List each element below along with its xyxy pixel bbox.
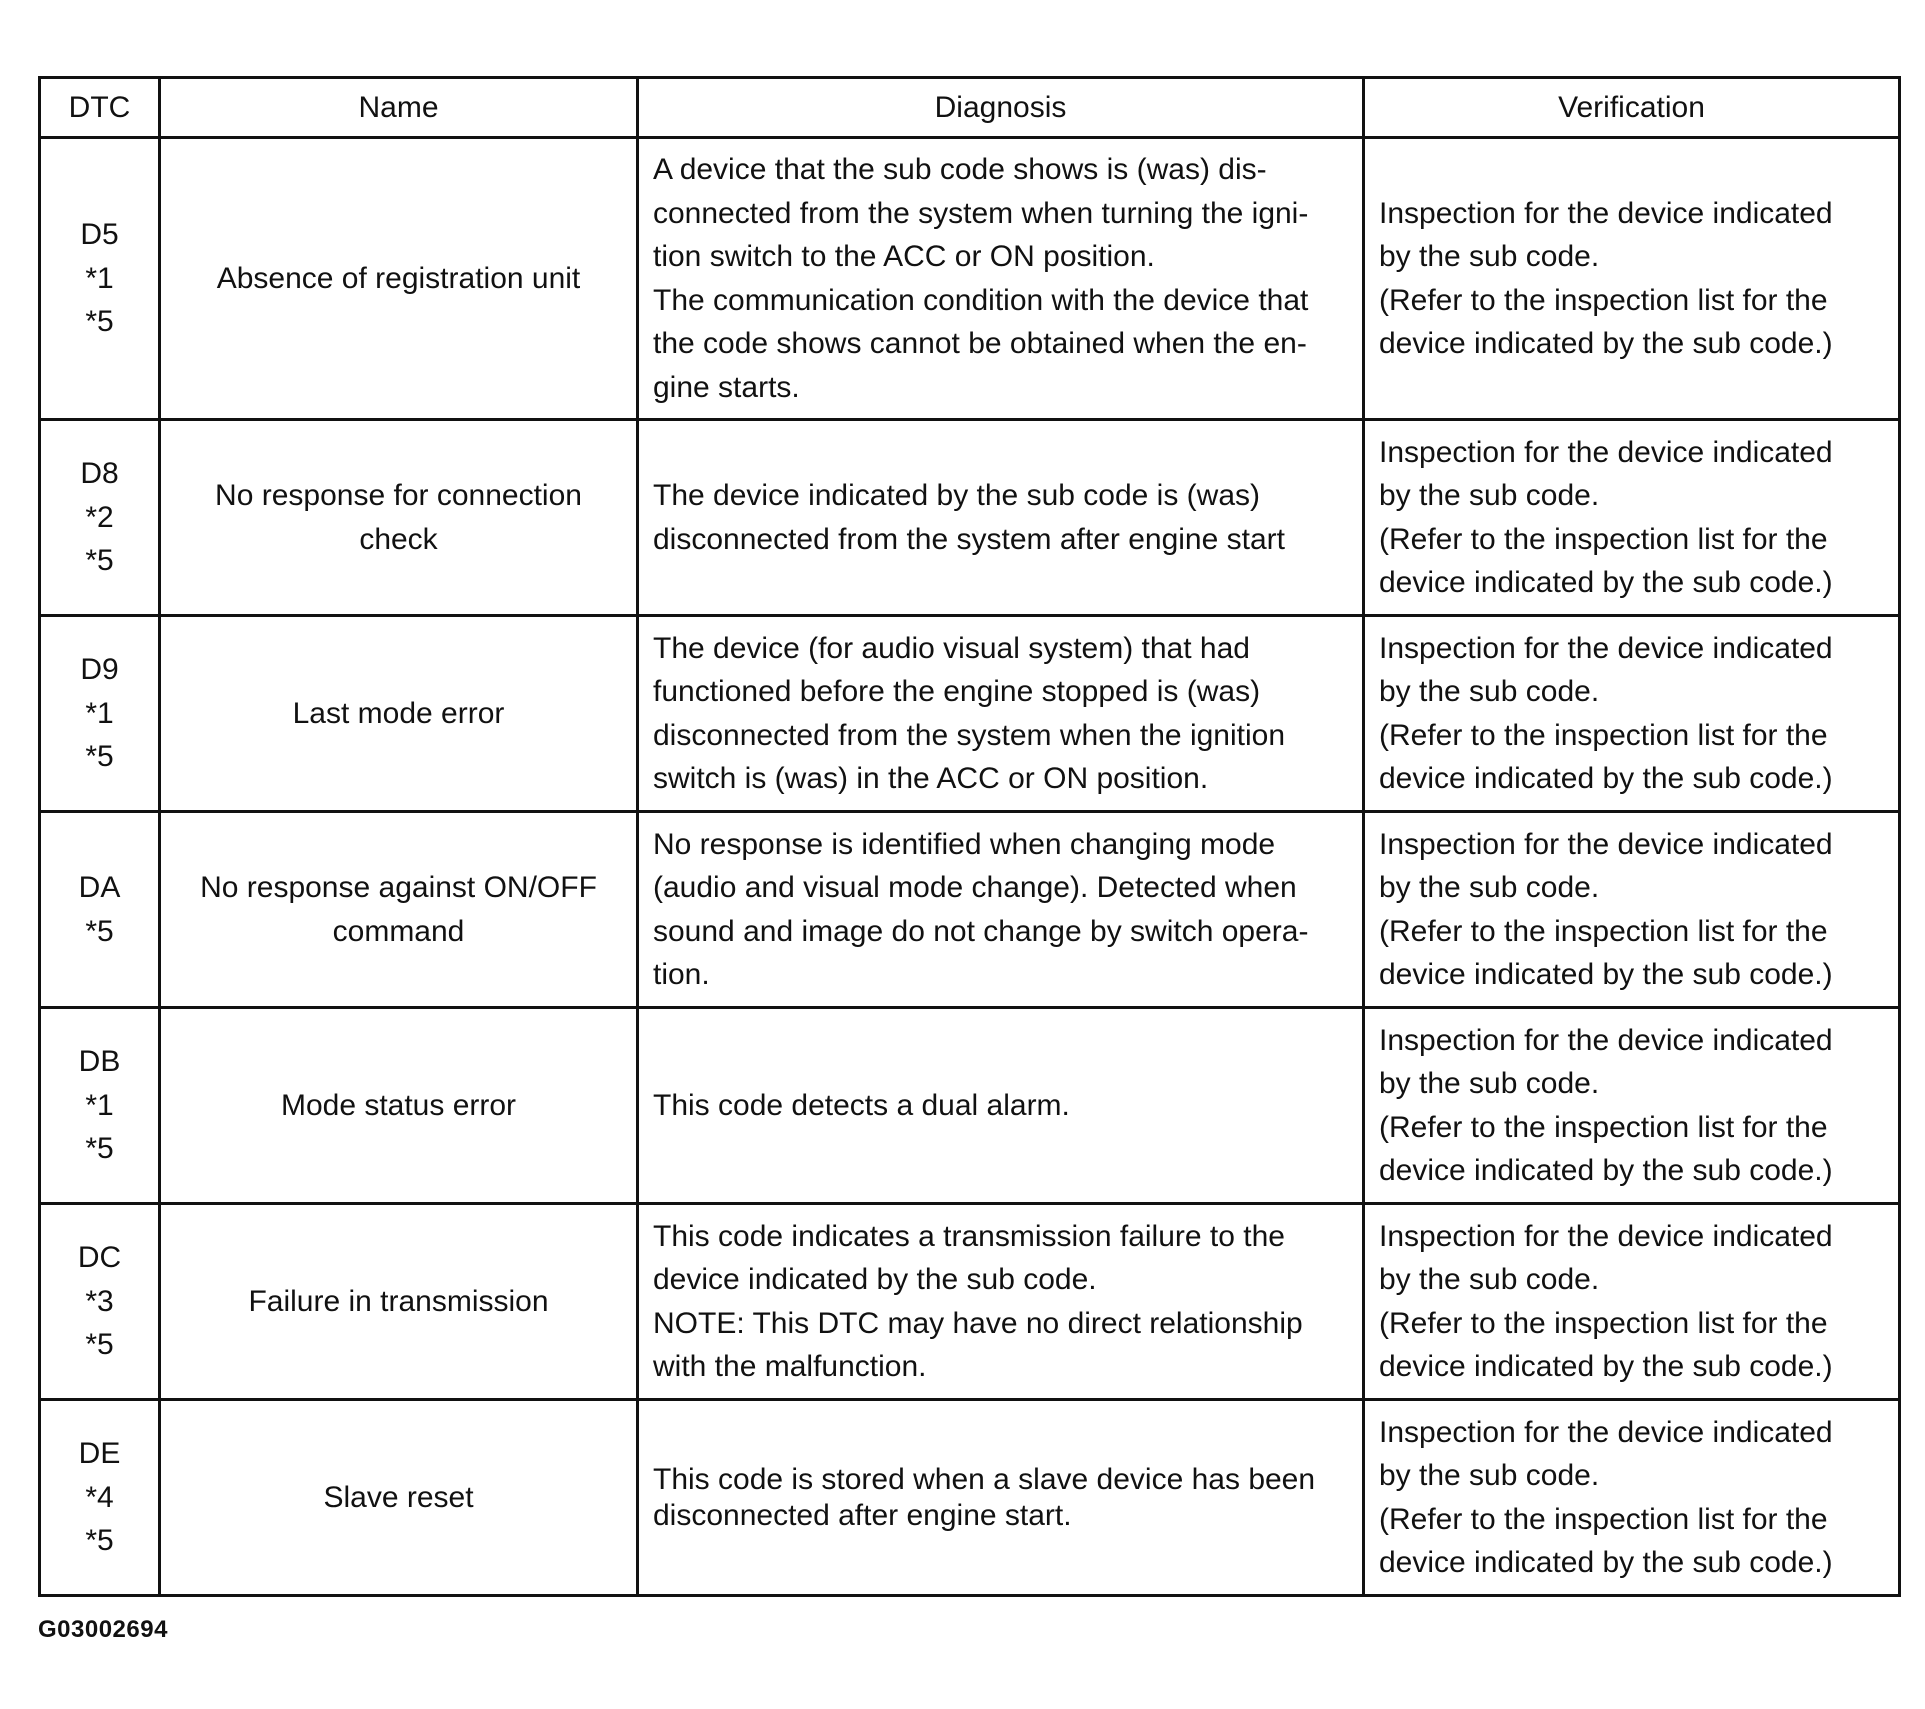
table-row <box>40 1204 1900 1400</box>
diagnosis-line: with the malfunction. <box>653 1350 927 1383</box>
verification-line: Inspection for the device indicated <box>1379 1415 1833 1449</box>
verification-line: Inspection for the device indicated <box>1379 631 1833 665</box>
dtc-code-cell <box>40 1400 160 1596</box>
verification-line: by the sub code. <box>1379 240 1600 273</box>
dtc-note-ref: *5 <box>85 1524 114 1558</box>
header-diagnosis: Diagnosis <box>638 78 1364 138</box>
dtc-name-cell <box>160 616 638 812</box>
diagnosis-line: This code is stored when a slave device has been <box>653 1462 1316 1496</box>
dtc-name: Failure in transmission <box>248 1284 549 1318</box>
figure-id: G03002694 <box>38 1616 168 1643</box>
dtc-note-ref: *1 <box>85 261 114 295</box>
dtc-code: DE <box>78 1437 121 1471</box>
dtc-name: command <box>332 914 465 948</box>
diagnosis-line: device indicated by the sub code. <box>653 1263 1097 1296</box>
verification-line: device indicated by the sub code.) <box>1379 958 1833 991</box>
dtc-verification-cell <box>1364 616 1900 812</box>
verification-line: by the sub code. <box>1379 1459 1600 1492</box>
dtc-code-cell <box>40 812 160 1008</box>
header-name: Name <box>160 78 638 138</box>
dtc-code-cell <box>40 420 160 616</box>
verification-line: by the sub code. <box>1379 1263 1600 1296</box>
diagnosis-line: This code indicates a transmission failure to the <box>653 1219 1285 1253</box>
dtc-note-ref: *1 <box>85 696 114 730</box>
dtc-code-cell <box>40 1008 160 1204</box>
diagnosis-line: sound and image do not change by switch opera- <box>653 914 1309 948</box>
table-header-row <box>40 78 1900 138</box>
dtc-name-cell <box>160 1400 638 1596</box>
table-row <box>40 420 1900 616</box>
diagnosis-line: connected from the system when turning the igni- <box>653 196 1309 230</box>
verification-line: (Refer to the inspection list for the <box>1379 522 1828 556</box>
header-dtc: DTC <box>40 78 160 138</box>
dtc-table <box>38 76 1901 1597</box>
dtc-name: Absence of registration unit <box>216 261 581 295</box>
table-row <box>40 138 1900 420</box>
diagnosis-line: (audio and visual mode change). Detected when <box>653 871 1297 904</box>
diagnosis-line: tion switch to the ACC or ON position. <box>653 240 1155 273</box>
dtc-verification-cell <box>1364 812 1900 1008</box>
dtc-name: check <box>359 522 438 556</box>
dtc-code: DA <box>78 871 121 904</box>
verification-line: (Refer to the inspection list for the <box>1379 718 1828 752</box>
dtc-name-cell <box>160 420 638 616</box>
dtc-code-cell <box>40 1204 160 1400</box>
table-row <box>40 1400 1900 1596</box>
diagnosis-line: disconnected from the system when the ignition <box>653 718 1286 752</box>
verification-line: device indicated by the sub code.) <box>1379 1546 1833 1579</box>
diagnosis-line: gine starts. <box>653 370 800 404</box>
verification-line: device indicated by the sub code.) <box>1379 566 1833 599</box>
diagnosis-line: The communication condition with the device that <box>653 283 1309 317</box>
dtc-diagnosis-cell <box>638 812 1364 1008</box>
diagnosis-line: The device indicated by the sub code is (was) <box>653 479 1260 512</box>
dtc-diagnosis-cell <box>638 138 1364 420</box>
dtc-name: Last mode error <box>292 696 505 730</box>
diagnosis-line: disconnected from the system after engine start <box>653 522 1285 556</box>
dtc-name-cell <box>160 812 638 1008</box>
dtc-code-cell <box>40 138 160 420</box>
dtc-note-ref: *5 <box>85 740 114 774</box>
dtc-note-ref: *2 <box>85 500 114 534</box>
verification-line: by the sub code. <box>1379 871 1600 904</box>
verification-line: Inspection for the device indicated <box>1379 1219 1833 1253</box>
dtc-code: DC <box>77 1241 122 1275</box>
dtc-note-ref: *5 <box>85 1132 114 1166</box>
dtc-name: Mode status error <box>280 1088 517 1122</box>
dtc-diagnosis-cell <box>638 1008 1364 1204</box>
dtc-code: DB <box>78 1045 121 1079</box>
verification-line: (Refer to the inspection list for the <box>1379 1306 1828 1340</box>
table-row <box>40 812 1900 1008</box>
diagnosis-line: NOTE: This DTC may have no direct relationship <box>653 1306 1303 1340</box>
diagnosis-line: No response is identified when changing mode <box>653 827 1276 861</box>
verification-line: device indicated by the sub code.) <box>1379 1350 1833 1383</box>
diagnosis-line: disconnected after engine start. <box>653 1498 1072 1532</box>
dtc-code: D5 <box>80 218 119 252</box>
verification-line: Inspection for the device indicated <box>1379 435 1833 469</box>
verification-line: by the sub code. <box>1379 1067 1600 1100</box>
verification-line: by the sub code. <box>1379 479 1600 512</box>
diagnosis-line: A device that the sub code shows is (was) dis- <box>653 153 1267 186</box>
dtc-verification-cell <box>1364 138 1900 420</box>
table-row <box>40 616 1900 812</box>
dtc-verification-cell <box>1364 420 1900 616</box>
dtc-name: Slave reset <box>323 1480 474 1514</box>
dtc-note-ref: *5 <box>85 544 114 578</box>
dtc-name: No response against ON/OFF <box>200 871 597 904</box>
dtc-name-cell <box>160 1204 638 1400</box>
dtc-name-cell <box>160 138 638 420</box>
dtc-code-cell <box>40 616 160 812</box>
verification-line: Inspection for the device indicated <box>1379 827 1833 861</box>
diagnosis-line: This code detects a dual alarm. <box>653 1088 1070 1122</box>
dtc-code: D9 <box>80 653 119 687</box>
verification-line: (Refer to the inspection list for the <box>1379 283 1828 317</box>
verification-line: (Refer to the inspection list for the <box>1379 1110 1828 1144</box>
dtc-name: No response for connection <box>215 479 582 512</box>
diagnosis-line: The device (for audio visual system) that had <box>653 631 1250 665</box>
dtc-note-ref: *5 <box>85 305 114 339</box>
dtc-note-ref: *1 <box>85 1088 114 1122</box>
dtc-diagnosis-cell <box>638 1204 1364 1400</box>
diagnosis-line: the code shows cannot be obtained when the en- <box>653 327 1307 360</box>
dtc-diagnosis-cell <box>638 420 1364 616</box>
dtc-name-cell <box>160 1008 638 1204</box>
verification-line: (Refer to the inspection list for the <box>1379 914 1828 948</box>
diagnosis-line: tion. <box>653 958 710 991</box>
table-row <box>40 1008 1900 1204</box>
diagnosis-line: switch is (was) in the ACC or ON position. <box>653 762 1209 795</box>
dtc-note-ref: *4 <box>85 1480 114 1514</box>
verification-line: (Refer to the inspection list for the <box>1379 1502 1828 1536</box>
verification-line: Inspection for the device indicated <box>1379 196 1833 230</box>
verification-line: by the sub code. <box>1379 675 1600 708</box>
verification-line: Inspection for the device indicated <box>1379 1023 1833 1057</box>
verification-line: device indicated by the sub code.) <box>1379 762 1833 795</box>
header-verification: Verification <box>1364 78 1900 138</box>
verification-line: device indicated by the sub code.) <box>1379 1154 1833 1187</box>
dtc-verification-cell <box>1364 1400 1900 1596</box>
dtc-note-ref: *3 <box>85 1284 114 1318</box>
verification-line: device indicated by the sub code.) <box>1379 327 1833 360</box>
dtc-verification-cell <box>1364 1008 1900 1204</box>
dtc-verification-cell <box>1364 1204 1900 1400</box>
dtc-code: D8 <box>80 457 119 491</box>
dtc-diagnosis-cell <box>638 1400 1364 1596</box>
dtc-note-ref: *5 <box>85 914 114 948</box>
dtc-note-ref: *5 <box>85 1328 114 1362</box>
diagnosis-line: functioned before the engine stopped is (was) <box>653 675 1261 708</box>
dtc-diagnosis-cell <box>638 616 1364 812</box>
